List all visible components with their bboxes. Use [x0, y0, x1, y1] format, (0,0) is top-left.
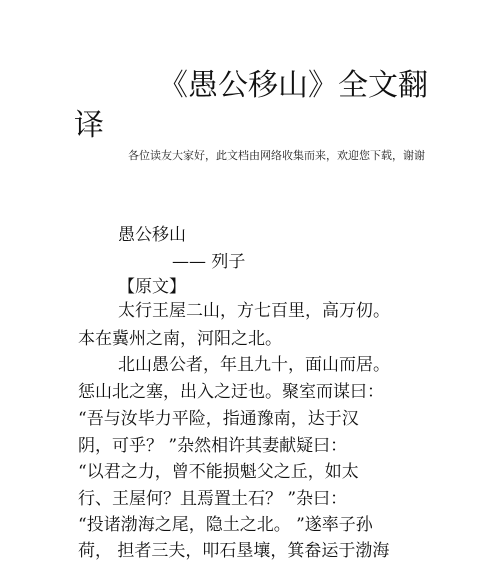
author-line: —— 列子 — [172, 252, 246, 272]
section-heading: 【原文】 — [118, 277, 186, 297]
document-title-line-1: 《愚公移山》全文翻 — [158, 68, 428, 103]
text-line: 阴，可乎？ ”杂然相许其妻献疑曰： — [78, 436, 348, 456]
text-line: 行、王屋何？且焉置土石？ ”杂曰： — [78, 489, 348, 509]
text-line: 北山愚公者，年且九十，面山而居。 — [118, 355, 390, 375]
document-title-line-2: 译 — [74, 108, 104, 143]
text-line: 荷， 担者三夫，叩石垦壤，箕畚运于渤海 — [78, 541, 390, 561]
text-line: 惩山北之塞，出入之迂也。聚室而谋曰： — [78, 382, 384, 402]
text-line: 本在冀州之南，河阳之北。 — [78, 329, 282, 349]
text-line: “投诸渤海之尾，隐土之北。 ”遂率子孙 — [78, 515, 373, 535]
text-line: “以君之力，曾不能损魁父之丘，如太 — [78, 462, 359, 482]
text-line: 太行王屋二山，方七百里，高万仞。 — [118, 301, 390, 321]
work-title: 愚公移山 — [118, 225, 186, 245]
download-notice: 各位读友大家好，此文档由网络收集而来，欢迎您下载，谢谢 — [128, 149, 425, 162]
text-line: “吾与汝毕力平险，指通豫南，达于汉 — [78, 409, 359, 429]
